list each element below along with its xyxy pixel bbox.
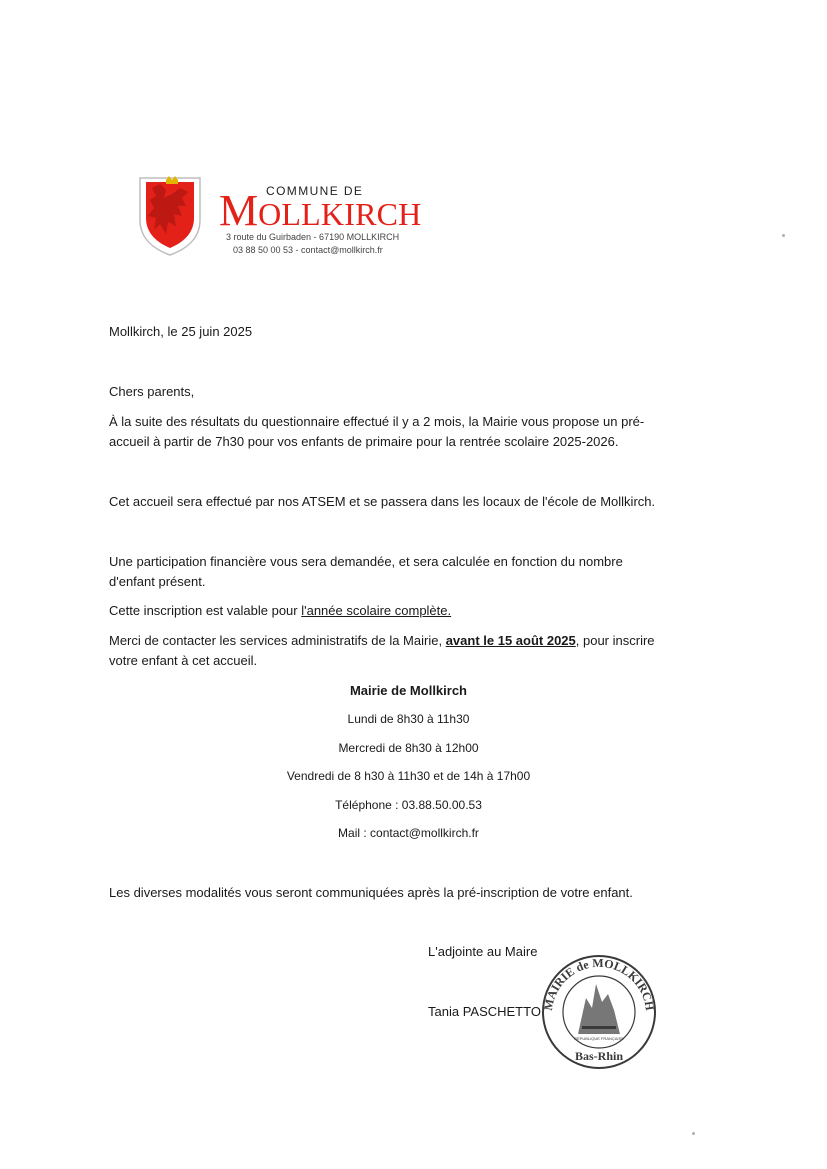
town-initial: M <box>219 186 259 235</box>
address-line-1: 3 route du Guirbaden - 67190 MOLLKIRCH <box>226 232 400 242</box>
address-line-2: 03 88 50 00 53 - contact@mollkirch.fr <box>233 245 383 255</box>
town-name <box>219 186 422 235</box>
paragraph-1-line-1: À la suite des résultats du questionnaire effectué il y a 2 mois, la Mairie vous propose un pré- <box>109 414 645 429</box>
scan-speck <box>782 234 785 237</box>
town-name-rest: OLLKIRCH <box>258 196 422 232</box>
phone: Téléphone : 03.88.50.00.53 <box>335 798 482 812</box>
paragraph-4-text: Cette inscription est valable pour <box>109 603 302 618</box>
email: Mail : contact@mollkirch.fr <box>338 826 479 840</box>
svg-text:Bas-Rhin: Bas-Rhin <box>574 1049 624 1063</box>
town-hall-stamp <box>538 952 660 1070</box>
place-date: Mollkirch, le 25 juin 2025 <box>109 324 253 339</box>
hours-wednesday: Mercredi de 8h30 à 12h00 <box>338 741 479 755</box>
paragraph-3-line-2: d'enfant présent. <box>109 574 206 589</box>
hours-friday: Vendredi de 8 h30 à 11h30 et de 14h à 17h00 <box>286 769 531 783</box>
paragraph-5-line-1 <box>109 631 655 651</box>
crest-lion-icon <box>136 176 204 256</box>
svg-text:MAIRIE de MOLLKIRCH: MAIRIE de MOLLKIRCH <box>540 955 657 1012</box>
deadline: avant le 15 août 2025 <box>445 633 576 648</box>
paragraph-5-line-2: votre enfant à cet accueil. <box>109 653 258 668</box>
full-school-year: l'année scolaire complète. <box>301 603 452 618</box>
scan-speck <box>692 1132 695 1135</box>
signer-name: Tania PASCHETTO <box>428 1004 541 1019</box>
office-title: Mairie de Mollkirch <box>349 683 468 698</box>
paragraph-2: Cet accueil sera effectué par nos ATSEM et se passera dans les locaux de l'école de Mollkirch. <box>109 494 656 509</box>
commune-label: COMMUNE DE <box>266 184 364 198</box>
paragraph-1-line-2: accueil à partir de 7h30 pour vos enfants de primaire pour la rentrée scolaire 2025-2026. <box>109 434 619 449</box>
paragraph-3-line-1: Une participation financière vous sera demandée, et sera calculée en fonction du nombre <box>109 554 623 569</box>
greeting: Chers parents, <box>109 384 195 399</box>
closing-note: Les diverses modalités vous seront communiquées après la pré-inscription de votre enfant. <box>109 885 633 900</box>
signer-title: L'adjointe au Maire <box>428 944 538 959</box>
hours-monday: Lundi de 8h30 à 11h30 <box>347 712 470 726</box>
paragraph-4 <box>109 601 451 621</box>
paragraph-5-suffix: , pour inscrire <box>575 633 655 648</box>
paragraph-5-text: Merci de contacter les services administratifs de la Mairie, <box>109 633 446 648</box>
svg-text:RÉPUBLIQUE FRANÇAISE: RÉPUBLIQUE FRANÇAISE <box>574 1036 624 1041</box>
